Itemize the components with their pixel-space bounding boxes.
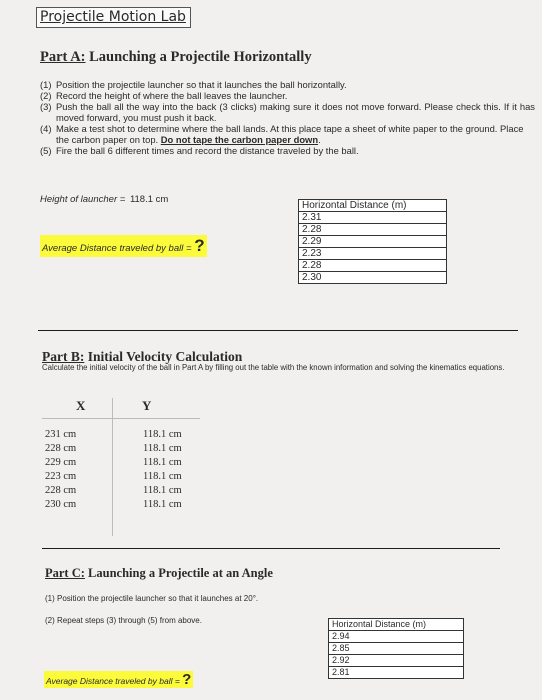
table-cell: 2.81 <box>329 667 464 679</box>
part-a-average <box>40 235 207 257</box>
step-number: (1) <box>45 594 55 603</box>
step-text: Repeat steps (3) through (5) from above. <box>57 616 202 625</box>
y-cell: 118.1 cm <box>143 429 182 440</box>
y-cell: 118.1 cm <box>143 457 182 468</box>
part-a-distance-table <box>298 199 447 284</box>
step-text: Position the projectile launcher so that it launches at 20°. <box>57 594 259 603</box>
part-b-title: Initial Velocity Calculation <box>84 349 243 364</box>
step-2 <box>40 90 535 101</box>
x-cell: 223 cm <box>45 471 77 482</box>
section-divider <box>42 548 500 549</box>
x-column <box>45 428 76 512</box>
y-column <box>143 428 182 512</box>
step-number: (2) <box>45 616 55 625</box>
step-text-part: . <box>318 134 321 145</box>
x-cell: 228 cm <box>45 485 77 496</box>
x-cell: 229 cm <box>45 457 77 468</box>
table-cell: 2.85 <box>329 643 464 655</box>
table-cell: 2.31 <box>299 212 447 224</box>
table-cell: 2.30 <box>299 272 447 284</box>
table-cell: 2.23 <box>299 248 447 260</box>
part-c-heading <box>45 566 273 581</box>
table-header-divider <box>42 418 200 419</box>
step-text <box>56 123 535 145</box>
y-cell: 118.1 cm <box>143 471 182 482</box>
table-cell: 2.28 <box>299 260 447 272</box>
step-text: Position the projectile launcher so that it launches the ball horizontally. <box>56 79 347 90</box>
table-cell: 2.28 <box>299 224 447 236</box>
part-a-title: Launching a Projectile Horizontally <box>85 49 312 65</box>
x-cell: 228 cm <box>45 443 77 454</box>
step-text-part: Make a test shot to determine where the ball lands. At this place tape a sheet of white paper to the ground. Place the carbon paper on top. <box>56 123 524 145</box>
step-number: (4) <box>40 123 52 134</box>
step-number: (2) <box>40 90 52 101</box>
step-number: (3) <box>40 101 52 112</box>
part-c-title: Launching a Projectile at an Angle <box>84 566 273 580</box>
launcher-height <box>40 194 168 205</box>
step-emphasis: Do not tape the carbon paper down <box>160 134 319 145</box>
part-c-label: Part C: <box>45 566 85 580</box>
table-cell: 2.29 <box>299 236 447 248</box>
table-cell: 2.92 <box>329 655 464 667</box>
column-y-header: Y <box>142 398 152 413</box>
average-value: ? <box>182 671 192 688</box>
average-value: ? <box>194 236 205 255</box>
average-label: Average Distance traveled by ball = <box>42 243 195 254</box>
step-text: Fire the ball 6 different times and record the distance traveled by the ball. <box>56 145 359 156</box>
part-b-description: Calculate the initial velocity of the ball in Part A by filling out the table with the known information and solving the kinematics equations. <box>42 363 505 372</box>
part-c-distance-table <box>328 618 464 679</box>
y-cell: 118.1 cm <box>143 485 182 496</box>
table-header: Horizontal Distance (m) <box>299 200 447 212</box>
part-c-step-1 <box>45 594 258 603</box>
step-3 <box>40 101 535 123</box>
step-5 <box>40 145 535 156</box>
x-cell: 231 cm <box>45 429 77 440</box>
y-cell: 118.1 cm <box>143 443 182 454</box>
lab-title: Projectile Motion Lab <box>36 7 191 28</box>
part-c-step-2 <box>45 616 202 625</box>
step-number: (5) <box>40 145 52 156</box>
step-4 <box>40 123 535 145</box>
average-label: Average Distance traveled by ball = <box>46 676 183 686</box>
table-header: Horizontal Distance (m) <box>329 619 464 631</box>
y-cell: 118.1 cm <box>143 499 182 510</box>
step-1 <box>40 79 535 90</box>
part-c-average <box>44 671 193 688</box>
part-a-heading <box>40 49 312 66</box>
part-b-label: Part B: <box>42 349 85 364</box>
step-number: (1) <box>40 79 52 90</box>
height-value: 118.1 cm <box>129 194 169 205</box>
part-a-label: Part A: <box>40 49 86 65</box>
step-text: Push the ball all the way into the back (3 clicks) making sure it does not move forward. Please check this. If it has moved forward, you must push it back. <box>56 101 535 123</box>
step-text: Record the height of where the ball leaves the launcher. <box>56 90 288 101</box>
xy-table <box>42 398 202 536</box>
column-x-header: X <box>76 398 86 413</box>
table-cell: 2.94 <box>329 631 464 643</box>
height-label: Height of launcher = <box>40 194 128 205</box>
part-a-steps <box>40 79 535 156</box>
x-cell: 230 cm <box>45 499 77 510</box>
section-divider <box>38 330 518 331</box>
